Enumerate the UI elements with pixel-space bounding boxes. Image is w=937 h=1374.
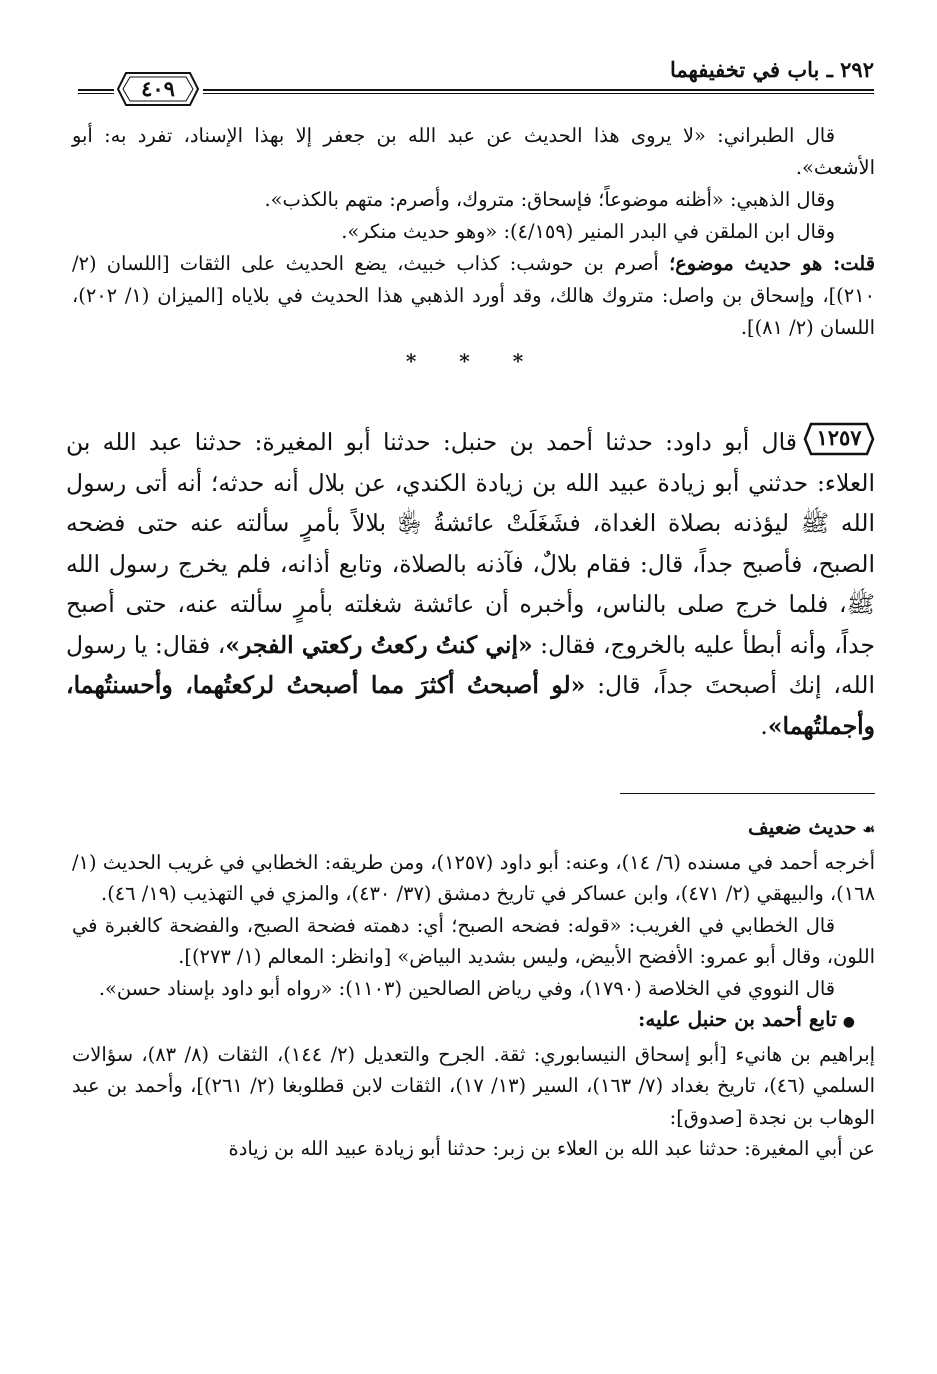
paragraph: قال الطبراني: «لا يروى هذا الحديث عن عبد الله بن جعفر إلا بهذا الإسناد، تفرد به: أبو الأشعث».	[72, 124, 875, 179]
grading-heading	[72, 812, 875, 847]
paragraph-conclusion	[72, 248, 875, 344]
page-number-frame	[116, 70, 200, 108]
prophet-quote: «إني كنتُ ركعتُ ركعتي الفجر»	[225, 630, 533, 659]
header-left-dash-thin	[78, 93, 114, 94]
conclusion-lead: قلت: هو حديث موضوع؛	[669, 252, 875, 275]
book-icon: ☙	[862, 822, 875, 838]
hadith-text	[66, 422, 875, 746]
bullet-icon: ●	[842, 1014, 855, 1030]
hadith-block	[66, 422, 875, 746]
hadith-text-part: قال أبو داود: حدثنا أحمد بن حنبل: حدثنا أبو المغيرة: حدثنا عبد الله بن العلاء: حدثني أبو زيادة عبيد الله بن زيادة الكندي، عن بلال أنه حدثه؛ أنه أتى رسول الله ﷺ ليؤذنه بصلاة الغداة، فشَغَلَتْ عائشةُ ﵂ بلالاً بأمرٍ سألته عنه حتى فضحه الصبح، فأصبح جداً، قال: فقام بلالٌ، فآذنه بالصلاة، وتابع أذانه، فلم يخرج رسول الله ﷺ، فلما خرج صلى بالناس، وأخبره أن عائشة شغلته بأمرٍ سألته عنه، حتى أصبح جداً، وأنه أبطأ عليه بالخروج، فقال:	[66, 428, 875, 659]
note-paragraph: عن أبي المغيرة: حدثنا عبد الله بن العلاء بن زبر: حدثنا أبو زيادة عبيد الله بن زيادة	[228, 1137, 875, 1160]
hadith-text-part: ، فقال: يا رسول الله، إنك أصبحتَ جداً، قال:	[66, 630, 875, 699]
prophet-quote: «لو أصبحتُ أكثرَ مما أصبحتُ لركعتُهما، وأحسنتُهما، وأجملتُهما»	[66, 671, 875, 740]
note-paragraph: قال النووي في الخلاصة (١٧٩٠)، وفي رياض الصالحين (١١٠٣): «رواه أبو داود بإسناد حسن».	[98, 976, 835, 1000]
hadith-text-part: .	[760, 711, 768, 740]
takhrij-notes	[72, 812, 875, 1165]
note-paragraph: إبراهيم بن هانيء [أبو إسحاق النيسابوري: ثقة. الجرح والتعديل (٢/ ١٤٤)، الثقات (٨/ ٨٣)، سؤالات السلمي (٤٦)، تاريخ بغداد (٧/ ١٦٣)، السير (١٣/ ١٧)، الثقات لابن قطلوبغا (٢/ ٢٦١)]، وأحمد بن عبد الوهاب بن نجدة [صدوق]:	[72, 1042, 875, 1129]
hadith-number-badge	[803, 422, 875, 456]
page-header	[78, 56, 874, 106]
paragraph: وقال ابن الملقن في البدر المنير (٤/١٥٩): «وهو حديث منكر».	[341, 220, 835, 243]
sub-heading	[72, 1004, 875, 1039]
grading-label: حديث ضعيف	[748, 815, 857, 839]
section-divider-stars: * * *	[405, 349, 542, 373]
conclusion-text: أصرم بن حوشب: كذاب خبيث، يضع الحديث على الثقات [اللسان (٢/ ٢١٠)]، وإسحاق بن واصل: متروك هالك، وقد أورد الذهبي هذا الحديث في بلاياه [الميزان (١/ ٢٠٢)، اللسان (٢/ ٨١)].	[72, 252, 875, 339]
sub-heading-label: تابع أحمد بن حنبل عليه:	[638, 1007, 837, 1031]
page-number: ٤٠٩	[141, 76, 175, 101]
header-rule-thin	[203, 93, 874, 94]
header-left-dash	[78, 89, 114, 91]
paragraph: وقال الذهبي: «أظنه موضوعاً؛ فإسحاق: متروك، وأصرم: متهم بالكذب».	[264, 188, 835, 211]
note-paragraph: قال الخطابي في الغريب: «قوله: فضحه الصبح؛ أي: دهمته فضحة الصبح، والفضحة كالغبرة في اللون، وقال أبو عمرو: الأفضح الأبيض، وليس بشديد البياض» [وانظر: المعالم (١/ ٢٧٣)].	[72, 913, 875, 968]
footnote-separator	[620, 793, 875, 794]
running-title: ٢٩٢ ـ باب في تخفيفهما	[670, 57, 874, 82]
commentary-section	[72, 120, 875, 376]
note-paragraph: أخرجه أحمد في مسنده (٦/ ١٤)، وعنه: أبو داود (١٢٥٧)، ومن طريقه: الخطابي في غريب الحديث (١/ ١٦٨)، والبيهقي (٢/ ٤٧١)، وابن عساكر في تاريخ دمشق (٣٧/ ٤٣٠)، والمزي في التهذيب (١٩/ ٤٦).	[72, 850, 875, 905]
header-rule	[203, 89, 874, 91]
hadith-number: ١٢٥٧	[816, 425, 862, 450]
